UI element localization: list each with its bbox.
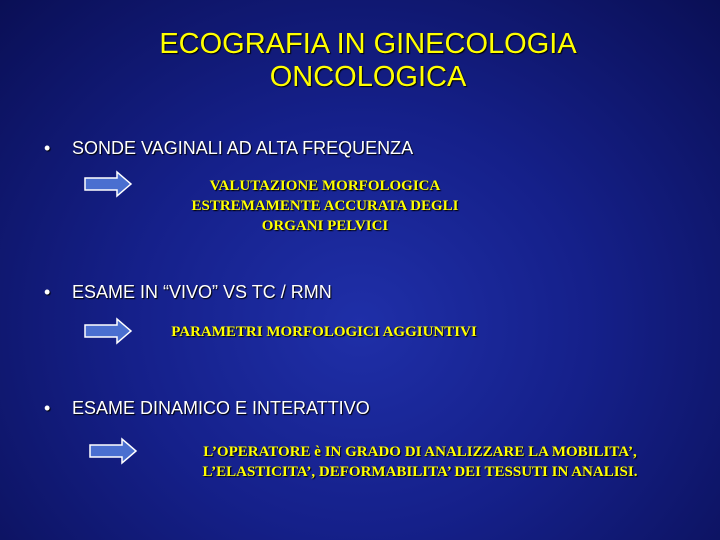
note-item-2 bbox=[138, 322, 510, 342]
note-item-1 bbox=[150, 176, 500, 236]
slide-title bbox=[0, 28, 720, 94]
bullet-item-1 bbox=[44, 138, 413, 159]
note-line: ORGANI PELVICI bbox=[261, 218, 389, 234]
bullet-item-3 bbox=[44, 398, 370, 419]
note-line: ESTREMAMENTE ACCURATA DEGLI bbox=[191, 198, 459, 214]
right-arrow-icon bbox=[83, 317, 133, 345]
bullet-dot: • bbox=[44, 398, 51, 418]
bullet-item-2-text: ESAME IN “VIVO” VS TC / RMN bbox=[72, 282, 332, 302]
slide-title-line-1: ECOGRAFIA IN GINECOLOGIA bbox=[159, 28, 577, 60]
note-line: L’OPERATORE è IN GRADO DI ANALIZZARE LA MOBILITA’, bbox=[203, 444, 637, 460]
right-arrow-icon bbox=[83, 170, 133, 198]
note-line: VALUTAZIONE MORFOLOGICA bbox=[209, 178, 441, 194]
note-line: PARAMETRI MORFOLOGICI AGGIUNTIVI bbox=[171, 324, 477, 340]
bullet-dot: • bbox=[44, 282, 51, 302]
note-item-3 bbox=[150, 442, 690, 482]
slide-title-line-2: ONCOLOGICA bbox=[269, 61, 467, 93]
right-arrow-icon bbox=[88, 437, 138, 465]
bullet-dot: • bbox=[44, 138, 51, 158]
note-line: L’ELASTICITA’, DEFORMABILITA’ DEI TESSUTI IN ANALISI. bbox=[202, 464, 638, 480]
bullet-item-3-text: ESAME DINAMICO E INTERATTIVO bbox=[72, 398, 370, 418]
bullet-item-1-text: SONDE VAGINALI AD ALTA FREQUENZA bbox=[72, 138, 414, 158]
bullet-item-2 bbox=[44, 282, 332, 303]
